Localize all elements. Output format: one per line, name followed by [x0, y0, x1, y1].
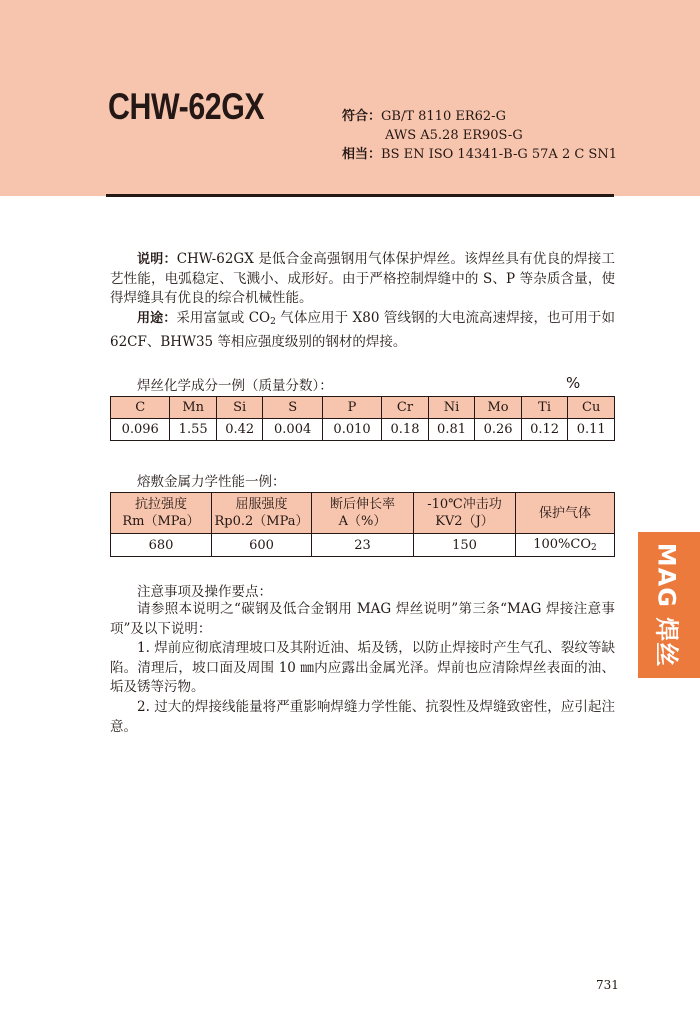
table-header-cell: Ti — [521, 397, 568, 419]
table-header-cell: S — [263, 397, 322, 419]
table-cell: 0.18 — [382, 419, 429, 441]
mechanical-table — [110, 492, 615, 557]
header-band — [0, 0, 700, 196]
table-header-cell: Cr — [382, 397, 429, 419]
header-line1: 抗拉强度 — [134, 497, 187, 512]
header-line1: 保护气体 — [538, 505, 591, 521]
table-header-row — [111, 397, 615, 419]
header-line2: Rp0.2（MPa） — [214, 514, 309, 529]
header-line2: A（%） — [338, 514, 387, 529]
usage-paragraph — [110, 309, 615, 352]
notes-title: 注意事项及操作要点： — [137, 584, 272, 600]
table-header-cell: Mn — [170, 397, 217, 419]
header-line2: Rm（MPa） — [122, 514, 200, 529]
table-header-cell — [212, 493, 312, 534]
standard-label: 相当： — [342, 147, 382, 162]
chemistry-table — [110, 396, 615, 441]
standard-value: BS EN ISO 14341-B-G 57A 2 C SN1 — [381, 147, 617, 162]
standard-label: 符合： — [342, 109, 382, 124]
header-line1: -10℃冲击功 — [427, 497, 502, 512]
chemistry-unit: % — [566, 374, 581, 392]
table-cell: 23 — [312, 534, 414, 557]
table-header-cell — [414, 493, 516, 534]
notes-item-2: 2. 过大的焊接线能量将严重影响焊缝力学性能、抗裂性及焊缝致密性，应引起注意。 — [110, 699, 615, 735]
table-cell: 1.55 — [170, 419, 217, 441]
table-header-cell: Mo — [475, 397, 522, 419]
table-header-cell — [312, 493, 414, 534]
chemistry-title: 焊丝化学成分一例（质量分数）： — [137, 378, 333, 394]
description-text: CHW-62GX 是低合金高强钢用气体保护焊丝。该焊丝具有优良的焊接工艺性能，电弧稳定、飞溅小、成形好。由于严格控制焊缝中的 S、P 等杂质含量，使得焊缝具有优良的综合机械性能。 — [110, 251, 615, 306]
standard-line-equivalent — [342, 146, 617, 163]
table-cell: 0.010 — [322, 419, 381, 441]
table-cell: 600 — [212, 534, 312, 557]
table-row — [111, 419, 615, 441]
table-header-cell: C — [111, 397, 170, 419]
product-title: CHW-62GX — [108, 86, 265, 127]
gas-value: 100%CO — [533, 537, 592, 552]
table-cell: 0.004 — [263, 419, 322, 441]
table-cell: 0.096 — [111, 419, 170, 441]
header-line2: KV2（J） — [435, 514, 494, 529]
table-header-cell: Cu — [568, 397, 615, 419]
header-line1: 断后伸长率 — [329, 497, 395, 512]
table-header-cell — [516, 493, 615, 534]
table-cell: 0.11 — [568, 419, 615, 441]
table-cell: 0.81 — [428, 419, 475, 441]
standard-line-aws — [385, 127, 523, 144]
gas-subscript: 2 — [591, 543, 597, 553]
table-cell: 0.12 — [521, 419, 568, 441]
header-line1: 屈服强度 — [235, 497, 288, 512]
table-header-cell — [111, 493, 212, 534]
table-cell — [516, 534, 615, 557]
notes-item-1: 1. 焊前应彻底清理坡口及其附近油、垢及锈，以防止焊接时产生气孔、裂纹等缺陷。清理后，坡口面及周围 10 ㎜内应露出金属光泽。焊前也应清除焊丝表面的油、垢及锈等污物。 — [110, 640, 615, 695]
description-paragraph — [110, 250, 615, 309]
table-cell: 0.42 — [216, 419, 263, 441]
usage-label: 用途： — [137, 311, 177, 326]
description-label: 说明： — [137, 252, 177, 267]
table-row — [111, 534, 615, 557]
usage-text-after: 气体应用于 X80 管线钢的大电流高速焊接，也可用于如 62CF、BHW35 等相应强度级别的钢材的焊接。 — [110, 310, 615, 350]
notes-intro: 请参照本说明之“碳钢及低合金钢用 MAG 焊丝说明”第三条“MAG 焊接注意事项”及以下说明： — [110, 601, 615, 637]
standard-line-conforms — [342, 108, 506, 125]
table-cell: 680 — [111, 534, 212, 557]
page-number: 731 — [596, 978, 619, 992]
table-header-row — [111, 493, 615, 534]
table-header-cell: P — [322, 397, 381, 419]
table-header-cell: Ni — [428, 397, 475, 419]
header-divider — [106, 194, 614, 197]
usage-text-before: 采用富氩或 CO — [176, 310, 271, 326]
table-header-cell: Si — [216, 397, 263, 419]
standard-value: AWS A5.28 ER90S-G — [385, 128, 523, 143]
table-cell: 0.26 — [475, 419, 522, 441]
standard-value: GB/T 8110 ER62-G — [381, 109, 506, 124]
side-tab-label: MAG 焊丝 — [652, 542, 681, 668]
table-cell: 150 — [414, 534, 516, 557]
mechanical-title: 熔敷金属力学性能一例： — [137, 474, 286, 490]
usage-subscript: 2 — [270, 317, 276, 327]
